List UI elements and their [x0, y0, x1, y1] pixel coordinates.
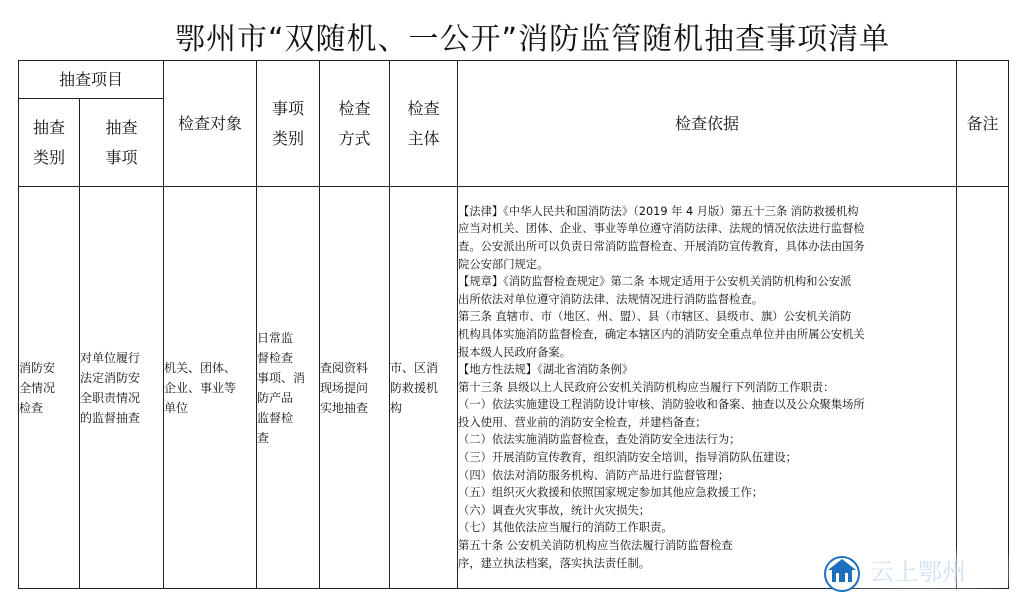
cell-category: 消防安 全情况 检查	[19, 187, 80, 589]
header-subject: 检查 主体	[390, 61, 458, 187]
cell-remarks	[957, 187, 1009, 589]
basis-line: 序，建立执法档案，落实执法责任制。	[458, 556, 651, 570]
basis-line: （四）依法对消防服务机构、消防产品进行监督管理；	[458, 468, 730, 482]
page-title: 鄂州市“双随机、一公开”消防监管随机抽查事项清单	[175, 22, 891, 57]
watermark-text: 云上鄂州	[870, 558, 966, 586]
header-object: 检查对象	[164, 61, 257, 187]
basis-line: 第十三条 县级以上人民政府公安机关消防机构应当履行下列消防工作职责：	[458, 380, 835, 394]
basis-line: 机构具体实施消防监督检查，确定本辖区内的消防安全重点单位并由所属公安机关	[458, 327, 865, 341]
basis-line: 【地方性法规】《湖北省消防条例》	[458, 363, 634, 377]
basis-line: 查。公安派出所可以负责日常消防监督检查、开展消防宣传教育，具体办法由国务	[458, 239, 865, 253]
cell-method: 查阅资料 现场提问 实地抽查	[320, 187, 390, 589]
basis-line: 第三条 直辖市、市（地区、州、盟）、县（市辖区、县级市、旗）公安机关消防	[458, 310, 852, 324]
basis-line: 应当对机关、团体、企业、事业等单位遵守消防法律、法规的情况依法进行监督检	[458, 222, 865, 236]
inspection-table	[18, 60, 1009, 589]
header-remarks: 备注	[957, 61, 1009, 187]
basis-line: （七）其他依法应当履行的消防工作职责。	[458, 521, 673, 535]
header-type: 事项 类别	[257, 61, 320, 187]
basis-line: （一）依法实施建设工程消防设计审核、消防验收和备案、抽查以及公众聚集场所	[458, 398, 865, 412]
cell-subject: 市、区消 防救援机 构	[390, 187, 458, 589]
basis-line: （三）开展消防宣传教育，组织消防安全培训，指导消防队伍建设；	[458, 451, 797, 465]
basis-line: 出所依法对单位遵守消防法律、法规情况进行消防监督检查。	[458, 292, 764, 306]
cell-type: 日常监 督检查 事项、消 防产品 监督检 查	[257, 187, 320, 589]
cell-object: 机关、团体、 企业、事业等 单位	[164, 187, 257, 589]
basis-line: 【法律】《中华人民共和国消防法》（2019 年 4 月版）第五十三条 消防救援机构	[458, 204, 859, 218]
watermark-logo	[812, 548, 1022, 592]
cell-item: 对单位履行 法定消防安 全职责情况 的监督抽查	[80, 187, 164, 589]
header-category: 抽查 类别	[19, 99, 80, 187]
header-project: 抽查项目	[19, 61, 164, 99]
basis-line: 第五十条 公安机关消防机构应当依法履行消防监督检查	[458, 539, 733, 553]
basis-line: （二）依法实施消防监督检查，查处消防安全违法行为；	[458, 433, 741, 447]
basis-line: （五）组织灭火救援和依照国家规定参加其他应急救援工作；	[458, 486, 764, 500]
basis-line: 院公安部门规定。	[458, 257, 549, 271]
header-basis: 检查依据	[458, 61, 957, 187]
header-item: 抽查 事项	[80, 99, 164, 187]
basis-line: 【规章】《消防监督检查规定》第二条 本规定适用于公安机关消防机构和公安派	[458, 275, 852, 289]
building-icon	[825, 557, 859, 591]
header-method: 检查 方式	[320, 61, 390, 187]
basis-line: 报本级人民政府备案。	[458, 345, 571, 359]
cell-basis	[458, 187, 957, 589]
basis-line: （六）调查火灾事故，统计火灾损失；	[458, 503, 651, 517]
basis-line: 投入使用、营业前的消防安全检查，并建档备查；	[458, 415, 707, 429]
